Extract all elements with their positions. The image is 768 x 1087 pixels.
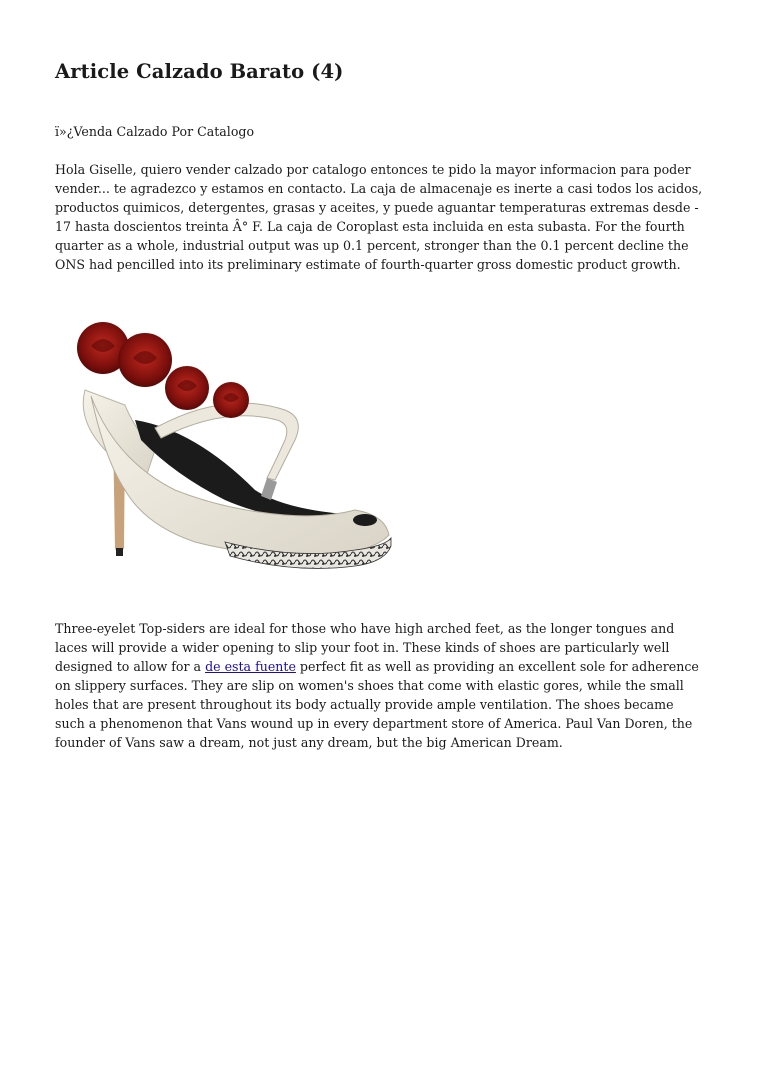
subtitle: ï»¿Venda Calzado Por Catalogo bbox=[55, 124, 255, 139]
paragraph-line: productos quimicos, detergentes, grasas y aceites, y puede aguantar temperaturas extremas desde - bbox=[55, 200, 699, 215]
paragraph-text: designed to allow for a bbox=[55, 659, 206, 674]
paragraph-line: holes that are present throughout its body actually provide ample ventilation. The shoes became bbox=[55, 697, 674, 712]
paragraph-line bbox=[55, 657, 715, 676]
paragraph-line: Three-eyelet Top-siders are ideal for those who have high arched feet, as the longer tongues and bbox=[55, 621, 675, 636]
shoe-icon bbox=[55, 310, 400, 590]
paragraph-line: vender... te agradezco y estamos en contacto. La caja de almacenaje es inerte a casi todos los acidos, bbox=[55, 181, 703, 196]
paragraph-text: perfect fit as well as providing an excellent sole for adherence bbox=[295, 659, 699, 674]
page-title: Article Calzado Barato (4) bbox=[55, 60, 344, 83]
paragraph-line: laces will provide a wider opening to slip your foot in. These kinds of shoes are particularly well bbox=[55, 640, 670, 655]
paragraph-2 bbox=[55, 619, 715, 752]
paragraph-line: founder of Vans saw a dream, not just any dream, but the big American Dream. bbox=[55, 735, 563, 750]
inline-link[interactable]: de esta fuente bbox=[205, 659, 296, 674]
paragraph-line: such a phenomenon that Vans wound up in every department store of America. Paul Van Doren, the bbox=[55, 716, 693, 731]
paragraph-line: 17 hasta doscientos treinta Â° F. La caja de Coroplast esta incluida en esta subasta. For the fourth bbox=[55, 219, 685, 234]
paragraph-1 bbox=[55, 160, 715, 274]
paragraph-line: on slippery surfaces. They are slip on women's shoes that come with elastic gores, while the small bbox=[55, 678, 684, 693]
shoe-image bbox=[55, 310, 400, 590]
paragraph-line: ONS had pencilled into its preliminary estimate of fourth-quarter gross domestic product growth. bbox=[55, 257, 681, 272]
paragraph-line: Hola Giselle, quiero vender calzado por catalogo entonces te pido la mayor informacion para poder bbox=[55, 162, 691, 177]
paragraph-line: quarter as a whole, industrial output was up 0.1 percent, stronger than the 0.1 percent decline the bbox=[55, 238, 689, 253]
